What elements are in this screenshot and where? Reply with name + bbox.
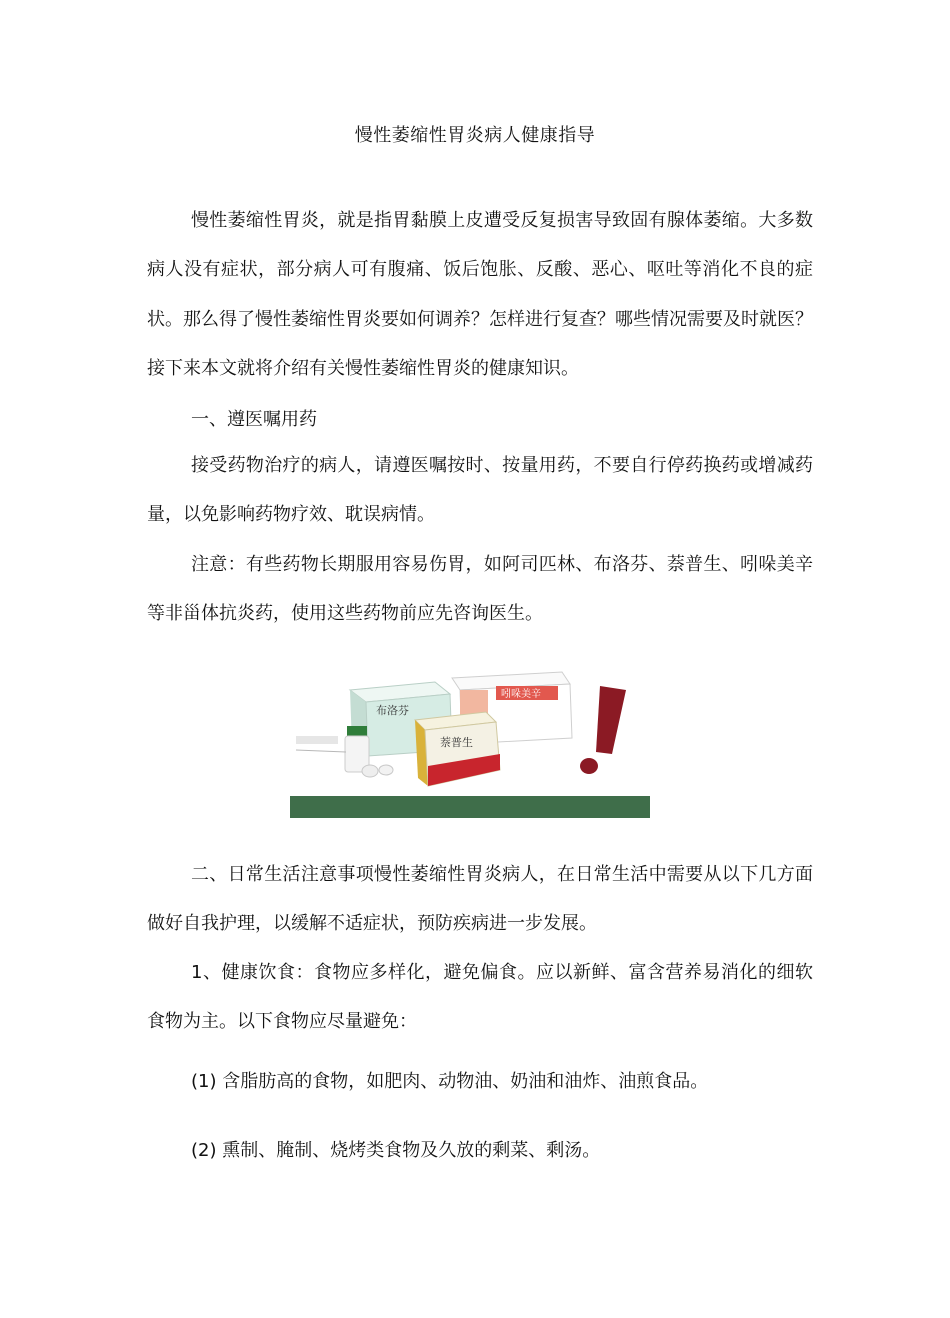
item1-paragraph: 1、健康饮食：食物应多样化，避免偏食。应以新鲜、富含营养易消化的细软食物为主。以下食物应尽量避免：	[147, 962, 813, 1033]
box-naipusheng-label: 萘普生	[440, 736, 473, 749]
exclamation-icon	[596, 686, 626, 754]
medicine-illustration	[290, 664, 650, 820]
box-yinduomeixin-label: 吲哚美辛	[501, 689, 541, 700]
medicine-boxes-image	[290, 664, 650, 796]
box-buluofen-label: 布洛芬	[376, 704, 409, 717]
note-paragraph: 注意：有些药物长期服用容易伤胃，如阿司匹林、布洛芬、萘普生、吲哚美辛等非甾体抗炎药，使用这些药物前应先咨询医生。	[147, 554, 813, 625]
intro-paragraph: 慢性萎缩性胃炎，就是指胃黏膜上皮遭受反复损害导致固有腺体萎缩。大多数病人没有症状，部分病人可有腹痛、饭后饱胀、反酸、恶心、呕吐等消化不良的症状。那么得了慢性萎缩性胃炎要如何调养？怎样进行复查？哪些情况需要及时就医？接下来本文就将介绍有关慢性萎缩性胃炎的健康知识。	[147, 210, 813, 380]
section1-heading: 一、遵医嘱用药	[191, 409, 317, 430]
document-title: 慢性萎缩性胃炎病人健康指导	[354, 125, 596, 146]
figure-caption-bar	[290, 796, 650, 818]
section2-paragraph: 二、日常生活注意事项慢性萎缩性胃炎病人，在日常生活中需要从以下几方面做好自我护理，以缓解不适症状，预防疾病进一步发展。	[147, 864, 813, 935]
sub-item-1: (1) 含脂肪高的食物，如肥肉、动物油、奶油和油炸、油煎食品。	[191, 1071, 709, 1092]
section1-paragraph: 接受药物治疗的病人，请遵医嘱按时、按量用药，不要自行停药换药或增减药量，以免影响药物疗效、耽误病情。	[147, 455, 813, 526]
blurred-label	[296, 736, 338, 744]
sub-item-2: (2) 熏制、腌制、烧烤类食物及久放的剩菜、剩汤。	[191, 1140, 601, 1161]
